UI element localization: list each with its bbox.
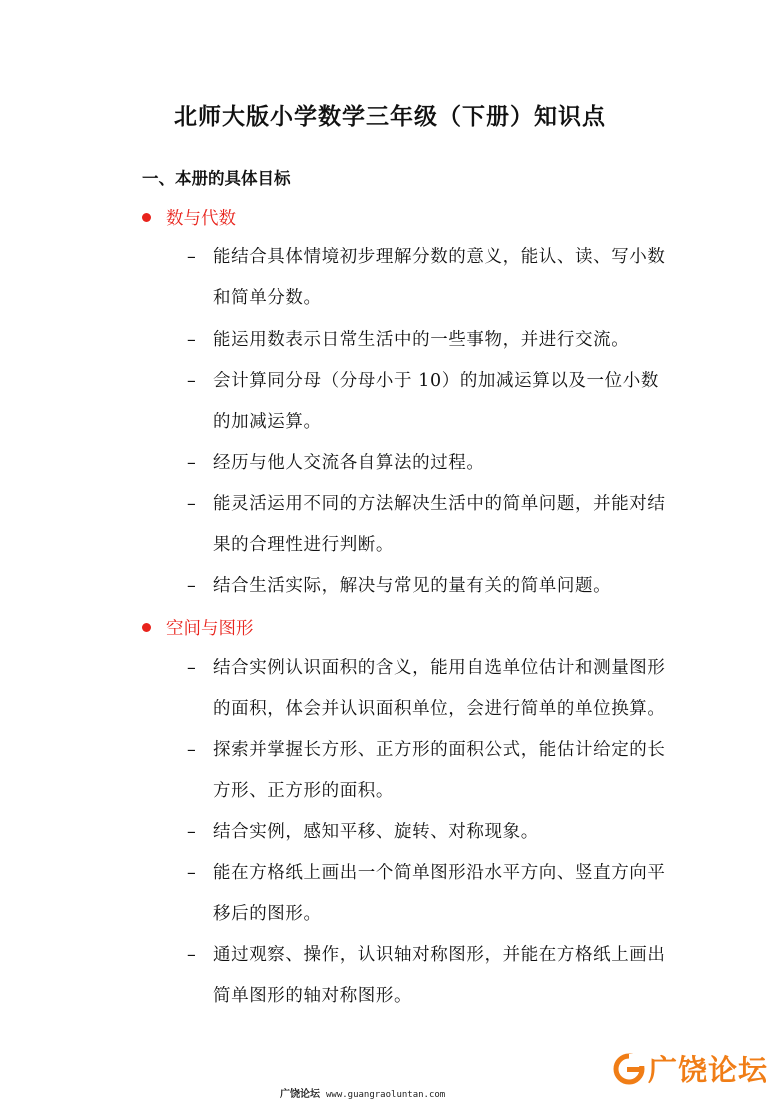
list-item [187,853,667,935]
list-item [187,935,667,1017]
dash-icon: – [187,945,196,965]
bullet-icon [142,213,151,222]
dash-icon: – [187,822,196,842]
footer [280,1085,445,1100]
list-item-text: 结合实例，感知平移、旋转、对称现象。 [213,822,539,842]
guangrao-logo-icon [612,1052,646,1086]
list-item [187,484,667,566]
list-item [187,443,667,484]
list-item [187,566,667,607]
dash-icon: – [187,740,196,760]
list-item [187,361,667,443]
list-item [187,730,667,812]
bullet-icon [142,623,151,632]
category-number-algebra [142,205,236,230]
dash-icon: – [187,330,196,350]
list-item [187,237,667,319]
site-logo [612,1048,768,1089]
list-item [187,648,667,730]
list-item-text: 探索并掌握长方形、正方形的面积公式，能估计给定的长方形、正方形的面积。 [213,740,666,801]
dash-icon: – [187,371,196,391]
footer-site-name: 广饶论坛 [280,1089,320,1100]
logo-text: 广饶论坛 [648,1053,769,1087]
list-item-text: 能在方格纸上画出一个简单图形沿水平方向、竖直方向平移后的图形。 [213,863,666,924]
list-item [187,812,667,853]
list-item-text: 能运用数表示日常生活中的一些事物，并进行交流。 [213,330,630,350]
dash-icon: – [187,658,196,678]
page-title: 北师大版小学数学三年级（下册）知识点 [174,104,606,130]
dash-icon: – [187,453,196,473]
list-item-text: 会计算同分母（分母小于 10）的加减运算以及一位小数的加减运算。 [213,371,659,432]
category-label: 空间与图形 [166,619,254,639]
dash-icon: – [187,247,196,267]
list-item-text: 通过观察、操作，认识轴对称图形，并能在方格纸上画出简单图形的轴对称图形。 [213,945,666,1006]
dash-icon: – [187,494,196,514]
category-label: 数与代数 [166,209,236,229]
list-item-text: 经历与他人交流各自算法的过程。 [213,453,485,473]
list-item-text: 能灵活运用不同的方法解决生活中的简单问题，并能对结果的合理性进行判断。 [213,494,666,555]
list-item [187,320,667,361]
list-item-text: 结合生活实际，解决与常见的量有关的简单问题。 [213,576,612,596]
list-item-text: 能结合具体情境初步理解分数的意义，能认、读、写小数和简单分数。 [213,247,666,308]
footer-url[interactable]: www.guangraoluntan.com [326,1090,446,1100]
category-space-shape [142,615,254,640]
list-item-text: 结合实例认识面积的含义，能用自选单位估计和测量图形的面积，体会并认识面积单位，会进行简单的单位换算。 [213,658,666,719]
section-heading: 一、本册的具体目标 [142,169,291,188]
dash-icon: – [187,863,196,883]
dash-icon: – [187,576,196,596]
